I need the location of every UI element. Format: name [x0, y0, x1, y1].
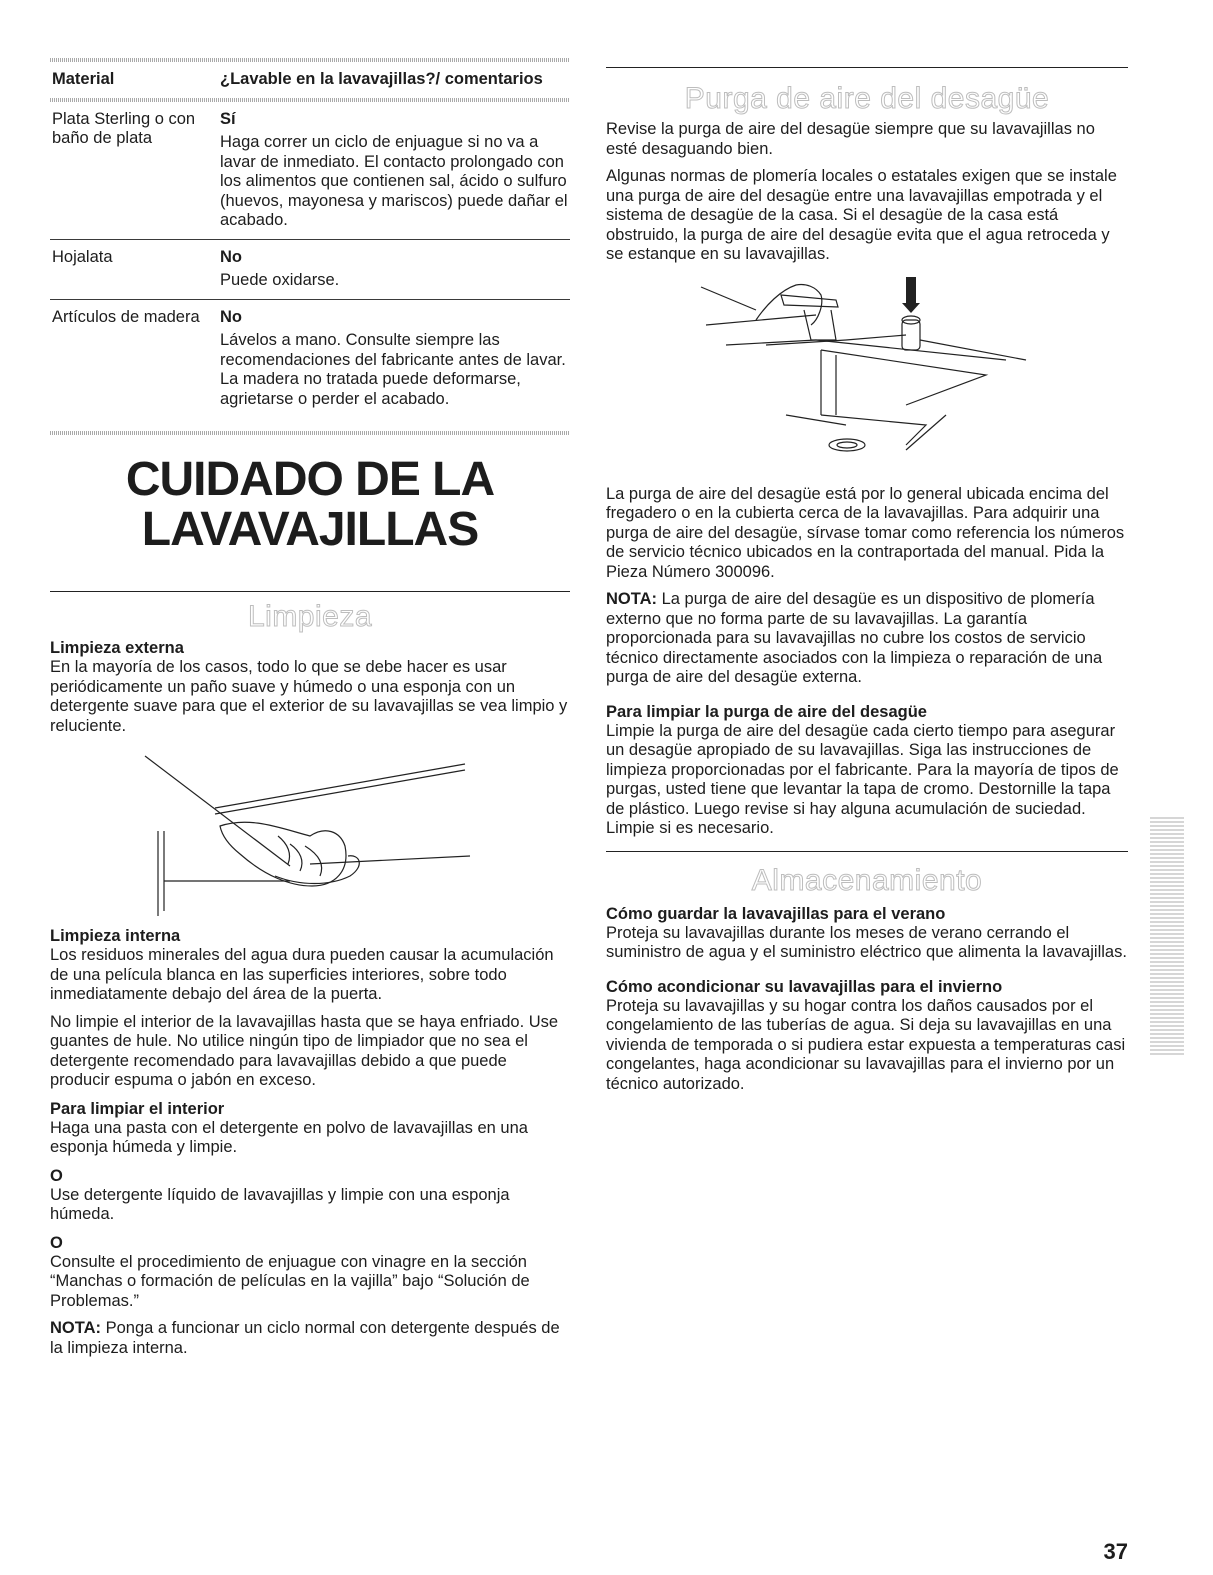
section-heading-almacenamiento: Almacenamiento [751, 863, 983, 897]
subheading-limpiar-purga: Para limpiar la purga de aire del desagüe [606, 702, 927, 721]
main-title-line2: LAVAVAJILLAS [141, 503, 479, 556]
section-heading-limpieza: Limpieza [247, 600, 373, 633]
cleaning-illustration [50, 736, 570, 926]
row-answer: Sí [220, 109, 236, 128]
paragraph-interna-1: Los residuos minerales del agua dura pueden causar la acumulación de una película blanca en las superficies interiores, sobre todo inmediatamente debajo del área de la puerta. [50, 946, 554, 1003]
paragraph-purga-1: Revise la purga de aire del desagüe siempre que su lavavajillas no esté desaguando bien. [606, 120, 1095, 158]
note-text: Ponga a funcionar un ciclo normal con detergente después de la limpieza interna. [50, 1319, 560, 1357]
paragraph-purga-2: Algunas normas de plomería locales o estatales exigen que se instale una purga de aire del desagüe entre una lavavajillas empotrada y el sistema de desagüe de la casa. Si el desagüe de la casa está obstruido, la purga de aire del desagüe evita que el agua retroceda y se estanque en su lavavajillas. [606, 167, 1117, 263]
section-heading-purga: Purga de aire del desagüe [684, 82, 1050, 115]
note-text: La purga de aire del desagüe es un dispositivo de plomería externo que no forma parte de su lavavajillas. La garantía proporcionada para su lavavajillas no cubre los costos de servicio técnico directamente asociados con la limpieza o reparación de una purga de aire del desagüe externa. [606, 590, 1103, 686]
note-purga [606, 590, 1128, 688]
subheading-invierno: Cómo acondicionar su lavavajillas para el invierno [606, 977, 1003, 996]
row-comment: Puede oxidarse. [220, 271, 340, 289]
air-gap-illustration [606, 265, 1128, 485]
left-column [50, 0, 570, 1358]
paragraph-externa: En la mayoría de los casos, todo lo que se debe hacer es usar periódicamente un paño suave y húmedo o una esponja con un detergente suave para que el exterior de su lavavajillas se vea limpio y reluciente. [50, 658, 568, 735]
paragraph-interior-alt-1: Use detergente líquido de lavavajillas y limpie con una esponja húmeda. [50, 1185, 510, 1223]
paragraph-verano: Proteja su lavavajillas durante los meses de verano cerrando el suministro de agua y el suministro eléctrico que alimenta la lavavajillas. [606, 923, 1127, 961]
page-number: 37 [1103, 1539, 1128, 1564]
paragraph-interna-2: No limpie el interior de la lavavajillas hasta que se haya enfriado. Use guantes de hule. No utilice ningún tipo de limpiador que no sea el detergente recomendado para lavavajillas debido a que puede producir espuma o jabón en exceso. [50, 1012, 559, 1089]
subheading-interna: Limpieza interna [50, 927, 181, 945]
subheading-verano: Cómo guardar la lavavajillas para el verano [606, 904, 946, 923]
header-material: Material [52, 70, 115, 88]
note-interna [50, 1319, 570, 1358]
table-header [50, 62, 570, 98]
header-comment: ¿Lavable en la lavavajillas?/ comentarios [220, 70, 543, 88]
subheading-externa: Limpieza externa [50, 639, 184, 657]
row-material: Hojalata [52, 247, 113, 266]
row-answer: No [220, 247, 242, 266]
main-title [50, 455, 570, 555]
note-label: NOTA: [606, 590, 658, 608]
row-material: Plata Sterling o con baño de plata [52, 109, 196, 147]
row-answer: No [220, 307, 242, 326]
main-title-line1: CUIDADO DE LA [125, 453, 495, 506]
or-label-1: O [50, 1166, 63, 1185]
paragraph-interior-alt-2: Consulte el procedimiento de enjuague con vinagre en la sección “Manchas o formación de películas en la vajilla” bajo “Solución de Problemas.” [50, 1252, 530, 1310]
note-label: NOTA: [50, 1319, 102, 1337]
subheading-interior: Para limpiar el interior [50, 1099, 225, 1118]
table-bottom-border [50, 431, 570, 435]
table-row [50, 102, 570, 239]
row-comment: Lávelos a mano. Consulte siempre las recomendaciones del fabricante antes de lavar. La madera no tratada puede deformarse, agrietarse o perder el acabado. [220, 331, 566, 408]
paragraph-limpiar-purga: Limpie la purga de aire del desagüe cada cierto tiempo para asegurar un desagüe apropiado de su lavavajillas. Siga las instrucciones de limpieza proporcionadas por el fabricante. Para la mayoría de tipos de purgas, usted tiene que levantar la tapa de cromo. Destornille la tapa de plástico. Luego revise si hay alguna acumulación de suciedad. Limpie si es necesario. [606, 721, 1119, 837]
table-row [50, 240, 570, 299]
side-tab-decoration [1150, 815, 1184, 1055]
row-comment: Haga correr un ciclo de enjuague si no va a lavar de inmediato. El contacto prolongado con los alimentos que contienen sal, ácido o sulfuro (huevos, mayonesa y mariscos) puede dañar el acabado. [220, 133, 568, 229]
table-row [50, 300, 570, 418]
paragraph-invierno: Proteja su lavavajillas y su hogar contra los daños causados por el congelamiento de las tuberías de agua. Si deja su lavavajillas en una vivienda de temporada o si pudiera estar expuesta a temperaturas casi congelantes, haga acondicionar su lavavajillas para el invierno por un técnico autorizado. [606, 996, 1126, 1093]
or-label-2: O [50, 1233, 63, 1252]
paragraph-purga-3: La purga de aire del desagüe está por lo general ubicada encima del fregadero o en la cubierta cerca de la lavavajillas. Para adquirir una purga de aire del desagüe, sírvase tomar como referencia los números de servicio técnico ubicados en la contraportada del manual. Pida la Pieza Número 300096. [606, 484, 1125, 581]
right-column [606, 0, 1128, 1094]
paragraph-interior: Haga una pasta con el detergente en polvo de lavavajillas en una esponja húmeda y limpie. [50, 1118, 528, 1156]
row-material: Artículos de madera [52, 307, 200, 326]
